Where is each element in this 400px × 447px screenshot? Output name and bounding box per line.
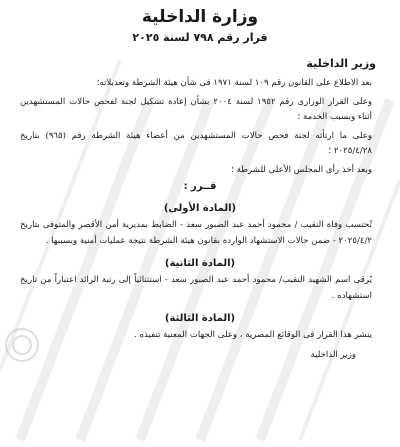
preamble-paragraph-1: بعد الاطلاع على القانون رقم ١٠٩ لسنة ١٩٧١ فى شأن هيئة الشرطة وتعديلاته؛ bbox=[96, 78, 372, 88]
document-header bbox=[14, 6, 386, 46]
preamble-paragraph-4: وبعد أخذ رأى المجلس الأعلى للشرطة ؛ bbox=[231, 164, 372, 175]
article-3-heading: (المادة الثالثة) bbox=[164, 313, 236, 324]
preamble-title: وزير الداخلية bbox=[306, 57, 376, 70]
preamble-paragraph-2: وعلى القرار الوزارى رقم ١٩٥٢ لسنة ٢٠٠٤ بشأن إعادة تشكيل لجنة لفحص حالات المستشهدين أثناء وبسبب الخدمة ؛ bbox=[20, 96, 372, 122]
article-3-text: ينشر هذا القرار فى الوقائع المصرية ، وعلى الجهات المعنية تنفيذه . bbox=[134, 330, 372, 340]
signature: وزير الداخلية bbox=[310, 349, 356, 360]
decree-number: قرار رقم ٧٩٨ لسنة ٢٠٢٥ bbox=[132, 31, 268, 44]
preamble-paragraph-3: وعلى ما ارتأته لجنة فحص حالات المستشهدين من أعضاء هيئة الشرطة رقم (٩٦٥) بتاريخ ٢٠٢٥/٤/٢٨ ؛ bbox=[20, 130, 372, 156]
article-1-heading: (المادة الأولى) bbox=[163, 203, 237, 214]
article-1-text: تُحتسب وفاة النقيب / محمود أحمد عبد الصبور سعد - الضابط بمديرية أمن الأقصر والمتوفى بتاريخ ٢٠٢٥/٤/٢ - ضمن حالات الاستشهاد الواردة بقانون هيئة الشرطة نتيجة عمليات أمنية وبسببها . bbox=[20, 220, 372, 246]
ministry-name: وزارة الداخلية bbox=[141, 7, 259, 27]
article-2-heading: (المادة الثانية) bbox=[164, 258, 236, 269]
decided-heading: قــرر : bbox=[183, 181, 217, 192]
article-2-text: يُرقى اسم الشهيد النقيب/ محمود أحمد عبد الصبور سعد - استثنائياً إلى رتبة الرائد اعتباراً من تاريخ استشهاده . bbox=[20, 275, 372, 301]
